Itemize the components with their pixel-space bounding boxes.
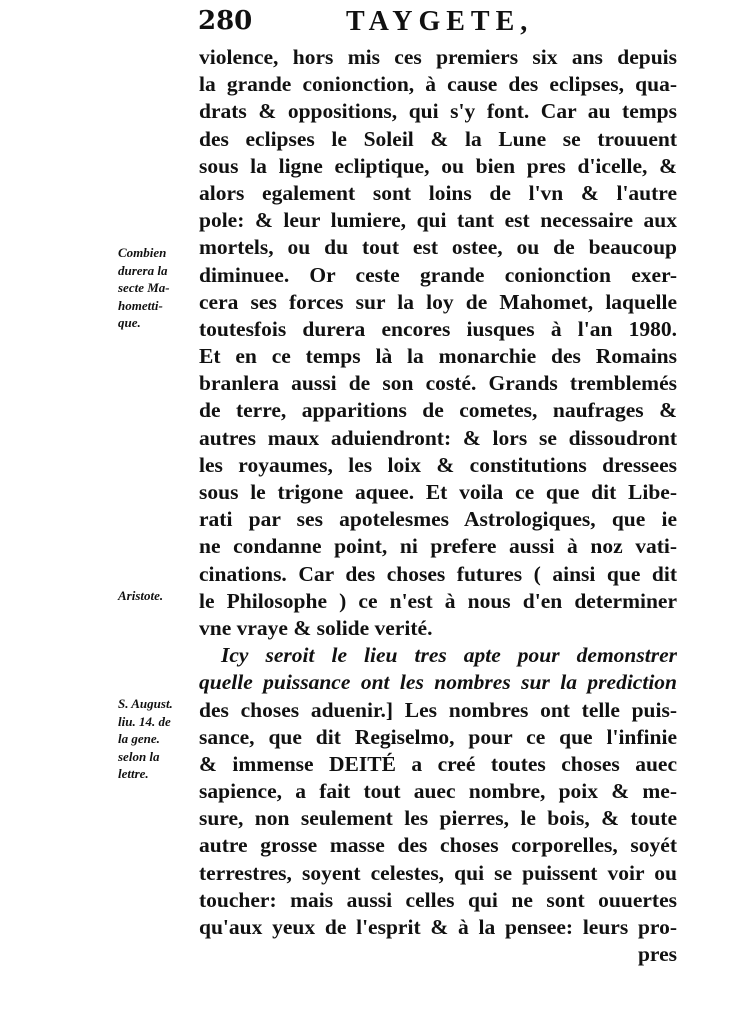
text-line: vne vraye & solide verité. xyxy=(199,615,433,640)
text-line: drats & oppositions, qui s'y font. Car au temps xyxy=(199,99,677,124)
margin-note-line: Combien xyxy=(118,245,167,260)
text-line: qu'aux yeux de l'esprit & à la pensee: leurs pro- xyxy=(199,915,677,939)
text-line: Et en ce temps là la monarchie des Romains xyxy=(199,344,677,369)
text-line: sous la ligne ecliptique, ou bien pres d'icelle, & xyxy=(199,153,677,178)
text-line: pole: & leur lumiere, qui tant est necessaire aux xyxy=(199,208,677,233)
margin-note-line: liu. 14. de xyxy=(118,713,171,729)
catchword: pres xyxy=(637,942,677,967)
margin-note-line: Aristote. xyxy=(118,588,164,603)
text-line: quelle puissance ont les nombres sur la prediction xyxy=(199,670,677,695)
text-line: rati par ses apotelesmes Astrologiques, que ie xyxy=(199,507,677,532)
text-line: cera ses forces sur la loy de Mahomet, laquelle xyxy=(199,289,677,314)
text-line: & immense DEITÉ a creé toutes choses auec xyxy=(199,751,677,776)
text-line: Icy seroit le lieu tres apte pour demonstrer xyxy=(221,643,677,668)
text-line: diminuee. Or ceste grande conionction exer- xyxy=(199,262,677,287)
text-line: le Philosophe ) ce n'est à nous d'en determiner xyxy=(199,588,677,613)
margin-note-line: lettre. xyxy=(118,766,149,781)
margin-note-line: la gene. xyxy=(118,731,160,746)
text-line: autres maux aduiendront: & lors se dissoudront xyxy=(199,425,677,450)
text-line: alors egalement sont loins de l'vn & l'autre xyxy=(199,180,677,205)
text-line: sous le trigone aquee. Et voila ce que dit Libe- xyxy=(199,480,677,504)
main-text xyxy=(199,44,677,968)
margin-note-line: secte Ma- xyxy=(118,280,170,295)
page-header xyxy=(198,6,678,42)
text-line: ne condanne point, ni prefere aussi à noz vati- xyxy=(199,534,677,559)
text-line: la grande conionction, à cause des eclipses, qua- xyxy=(199,72,677,97)
text-line: des choses aduenir.] Les nombres ont telle puis- xyxy=(199,697,677,722)
margin-note-line: hometti- xyxy=(118,297,163,313)
margin-note-line: selon la xyxy=(118,748,160,764)
text-line: cinations. Car des choses futures ( ainsi que dit xyxy=(199,561,677,586)
page-number: 280 xyxy=(198,6,253,36)
text-line: branlera aussi de son costé. Grands tremblemés xyxy=(199,371,677,396)
text-line: toucher: mais aussi celles qui ne sont ouuertes xyxy=(199,887,677,912)
margin-note-line: durera la xyxy=(118,262,168,278)
running-title: TAYGETE, xyxy=(346,6,534,37)
text-line: sance, que dit Regiselmo, pour ce que l'infinie xyxy=(199,724,677,749)
text-line: les royaumes, les loix & constitutions dressees xyxy=(199,452,677,477)
text-line: des eclipses le Soleil & la Lune se trouuent xyxy=(199,126,677,151)
text-line: de terre, apparitions de cometes, naufrages & xyxy=(199,398,677,423)
text-line: toutesfois durera encores iusques à l'an 1980. xyxy=(199,316,677,341)
margin-note-secte xyxy=(118,244,200,332)
margin-note-line: que. xyxy=(118,315,141,330)
text-line: mortels, ou du tout est ostee, ou de beaucoup xyxy=(199,235,677,260)
text-line: violence, hors mis ces premiers six ans depuis xyxy=(199,45,677,69)
text-line: terrestres, soyent celestes, qui se puissent voir ou xyxy=(199,860,677,885)
text-line: sure, non seulement les pierres, le bois, & toute xyxy=(199,806,677,831)
margin-note-aristote xyxy=(118,587,200,605)
margin-note-line: S. August. xyxy=(118,696,173,711)
margin-note-augustin xyxy=(118,695,200,783)
text-line: autre grosse masse des choses corporelles, soyét xyxy=(199,833,677,858)
text-line: sapience, a fait tout auec nombre, poix & me- xyxy=(199,779,677,804)
